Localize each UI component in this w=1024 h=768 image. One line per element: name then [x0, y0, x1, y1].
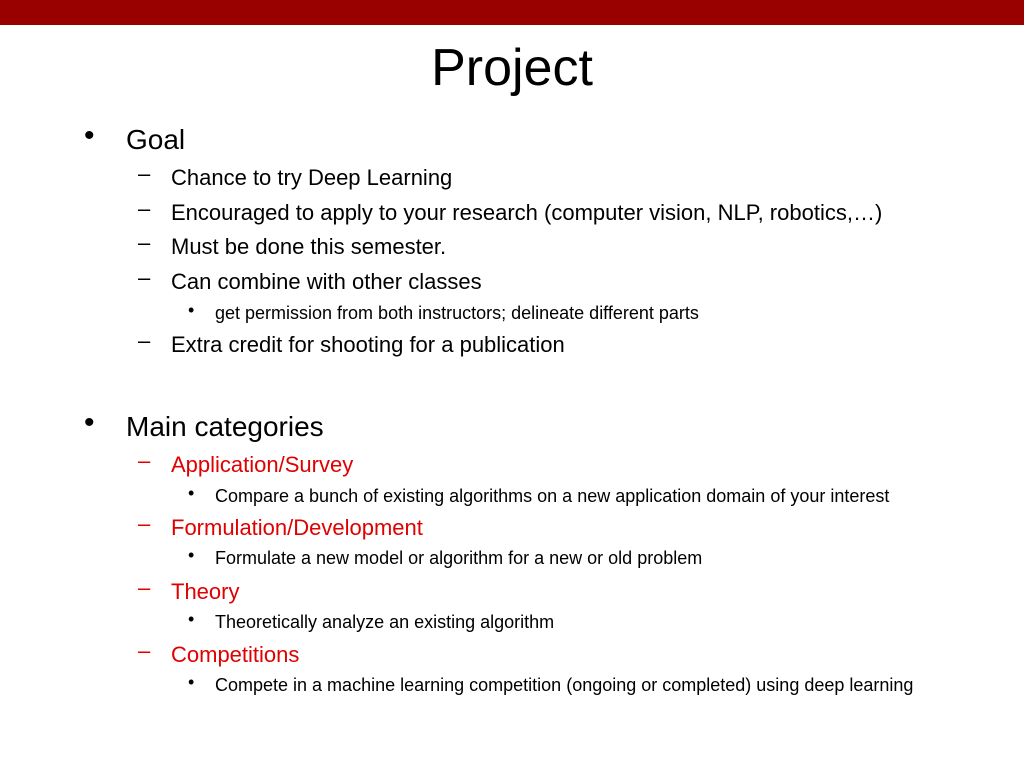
bullet-marker: •	[84, 406, 95, 439]
dash-marker: –	[138, 230, 151, 255]
dash-marker: –	[138, 638, 151, 663]
goal-item-text: Must be done this semester.	[171, 234, 447, 259]
category-desc	[188, 672, 945, 696]
goal-item-text: Extra credit for shooting for a publication	[171, 332, 565, 357]
category-name: Theory	[171, 579, 240, 604]
category-item	[138, 575, 240, 605]
bullet-marker: •	[84, 119, 95, 152]
goal-sub-item	[188, 300, 699, 324]
goal-item	[138, 161, 453, 191]
goal-item-text: Encouraged to apply to your research (computer vision, NLP, robotics,…)	[171, 200, 883, 225]
bullet-main-categories	[84, 406, 324, 443]
category-desc-text: Compete in a machine learning competition (ongoing or completed) using deep learning	[215, 675, 914, 695]
category-desc	[188, 483, 890, 507]
category-desc-text: Formulate a new model or algorithm for a new or old problem	[215, 548, 703, 568]
category-desc-text: Compare a bunch of existing algorithms on a new application domain of your interest	[215, 486, 890, 506]
category-item	[138, 448, 354, 478]
top-accent-bar	[0, 0, 1024, 25]
goal-sub-item-text: get permission from both instructors; delineate different parts	[215, 303, 699, 323]
goal-label: Goal	[126, 124, 186, 155]
dash-marker: –	[138, 448, 151, 473]
goal-item-text: Can combine with other classes	[171, 269, 482, 294]
category-desc	[188, 545, 703, 569]
bullet-goal	[84, 119, 186, 156]
goal-item	[138, 328, 565, 358]
dash-marker: –	[138, 196, 151, 221]
goal-item	[138, 196, 883, 226]
category-name: Competitions	[171, 642, 300, 667]
bullet-marker: •	[188, 483, 195, 503]
goal-item-text: Chance to try Deep Learning	[171, 165, 453, 190]
bullet-marker: •	[188, 609, 195, 629]
goal-item	[138, 265, 482, 295]
bullet-marker: •	[188, 300, 195, 320]
category-desc-text: Theoretically analyze an existing algorithm	[215, 612, 555, 632]
dash-marker: –	[138, 575, 151, 600]
dash-marker: –	[138, 328, 151, 353]
category-item	[138, 511, 423, 541]
category-desc	[188, 609, 555, 633]
category-name: Formulation/Development	[171, 515, 423, 540]
categories-label: Main categories	[126, 411, 324, 442]
category-item	[138, 638, 300, 668]
dash-marker: –	[138, 511, 151, 536]
dash-marker: –	[138, 161, 151, 186]
bullet-marker: •	[188, 672, 195, 692]
dash-marker: –	[138, 265, 151, 290]
slide-title: Project	[431, 39, 593, 97]
bullet-marker: •	[188, 545, 195, 565]
category-name: Application/Survey	[171, 452, 354, 477]
goal-item	[138, 230, 447, 260]
